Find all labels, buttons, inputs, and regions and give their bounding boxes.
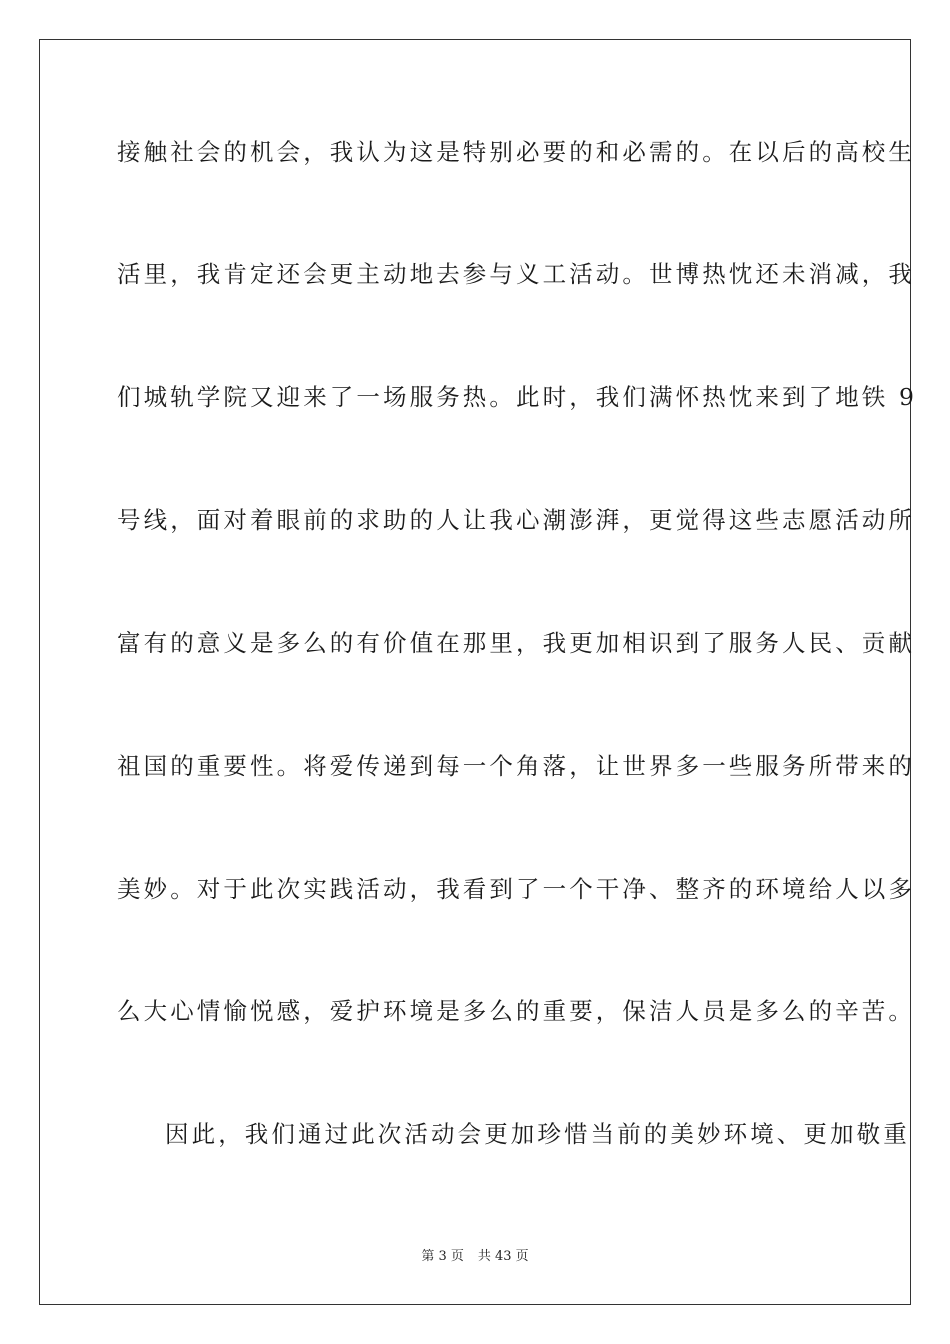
text-line-9: 因此，我们通过此次活动会更加珍惜当前的美妙环境、更加敬重 <box>165 1120 910 1148</box>
text-line-3: 们城轨学院又迎来了一场服务热。此时，我们满怀热忱来到了地铁 9 <box>117 383 918 411</box>
page-number: 第 3 页 <box>421 1249 464 1264</box>
text-line-6: 祖国的重要性。将爱传递到每一个角落，让世界多一些服务所带来的 <box>117 752 915 780</box>
total-pages: 共 43 页 <box>477 1249 529 1264</box>
text-line-4: 号线，面对着眼前的求助的人让我心潮澎湃，更觉得这些志愿活动所 <box>117 506 915 534</box>
page-footer <box>0 1248 950 1266</box>
text-line-8: 么大心情愉悦感，爱护环境是多么的重要，保洁人员是多么的辛苦。 <box>117 997 915 1025</box>
text-line-5: 富有的意义是多么的有价值在那里，我更加相识到了服务人民、贡献 <box>117 629 915 657</box>
page-border <box>39 39 918 1305</box>
text-line-7: 美妙。对于此次实践活动，我看到了一个干净、整齐的环境给人以多 <box>117 875 915 903</box>
text-line-1: 接触社会的机会，我认为这是特别必要的和必需的。在以后的高校生 <box>117 138 915 166</box>
text-line-2: 活里，我肯定还会更主动地去参与义工活动。世博热忱还未消减，我 <box>117 260 915 288</box>
